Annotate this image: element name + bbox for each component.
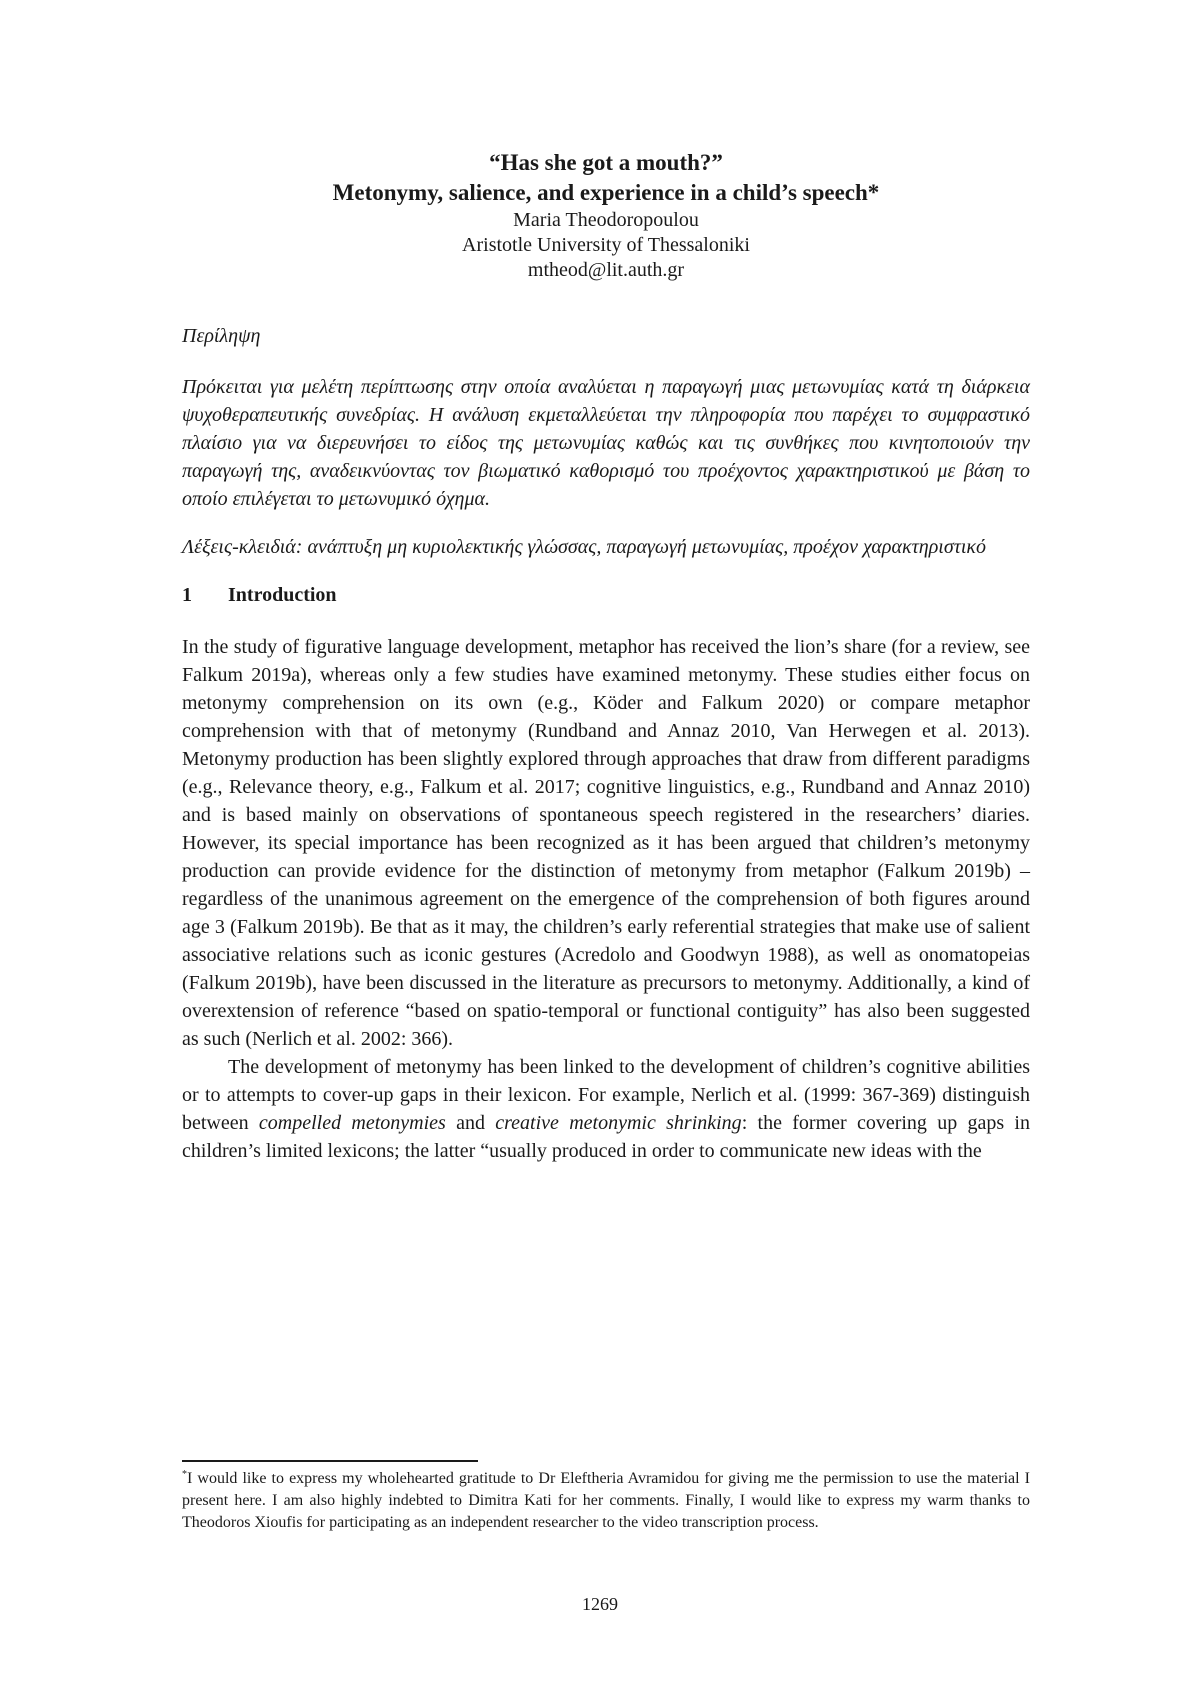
paragraph-2-text-2: and	[445, 1112, 496, 1134]
paragraph-2-text-3: : the former covering up gaps in children’s limited lexicons; the latter “usually produced in order to communicate new ideas with the	[182, 1112, 1030, 1162]
footnote-divider	[182, 1460, 478, 1462]
abstract-body: Πρόκειται για μελέτη περίπτωσης στην οποία αναλύεται η παραγωγή μιας μετωνυμίας κατά τη διάρκεια ψυχοθεραπευτικής συνεδρίας. Η ανάλυση εκμεταλλεύεται την πληροφορία που παρέχει το συμφραστικό πλαίσιο για να διερευνήσει το είδος της μετωνυμίας καθώς και τις συνθήκες που κινητοποιούν την παραγωγή της, αναδεικνύοντας τον βιωματικό καθορισμό του προέχοντος χαρακτηριστικού με βάση το οποίο επιλέγεται το μετωνυμικό όχημα.	[182, 376, 1030, 510]
footnote	[182, 1468, 1030, 1534]
abstract-heading: Περίληψη	[182, 325, 261, 347]
paper-page	[182, 148, 1030, 1165]
footnote-text: I would like to express my wholehearted gratitude to Dr Eleftheria Avramidou for giving me the permission to use the material I present here. I am also highly indebted to Dimitra Kati for her comments. Finally, I would like to express my warm thanks to Theodoros Xioufis for participating as an independent researcher to the video transcription process.	[182, 1470, 1030, 1531]
body-paragraph-2	[182, 1053, 1030, 1165]
author-name: Maria Theodoropoulou	[513, 209, 699, 231]
paper-title-line-2: Metonymy, salience, and experience in a child’s speech*	[332, 180, 880, 205]
title-block	[182, 148, 1030, 283]
paragraph-2-emphasis-1: compelled metonymies	[258, 1112, 446, 1134]
paragraph-2-text-1: The development of metonymy has been linked to the development of children’s cognitive abilities or to attempts to cover-up gaps in their lexicon. For example, Nerlich et al. (1999: 367-369) distinguish between	[182, 1056, 1030, 1134]
author-affiliation: Aristotle University of Thessaloniki	[462, 234, 750, 256]
paragraph-2-emphasis-2: creative metonymic shrinking	[495, 1112, 742, 1134]
body-paragraph-1: In the study of figurative language development, metaphor has received the lion’s share (for a review, see Falkum 2019a), whereas only a few studies have examined metonymy. These studies either focus on metonymy comprehension on its own (e.g., Köder and Falkum 2020) or compare metaphor comprehension with that of metonymy (Rundband and Annaz 2010, Van Herwegen et al. 2013). Metonymy production has been slightly explored through approaches that draw from different paradigms (e.g., Relevance theory, e.g., Falkum et al. 2017; cognitive linguistics, e.g., Rundband and Annaz 2010) and is based mainly on observations of spontaneous speech registered in the researchers’ diaries. However, its special importance has been recognized as it has been argued that children’s metonymy production can provide evidence for the distinction of metonymy from metaphor (Falkum 2019b) – regardless of the unanimous agreement on the emergence of the comprehension of both figures around age 3 (Falkum 2019b). Be that as it may, the children’s early referential strategies that make use of salient associative relations such as iconic gestures (Acredolo and Goodwyn 1988), as well as onomatopeias (Falkum 2019b), have been discussed in the literature as precursors to metonymy. Additionally, a kind of overextension of reference “based on spatio-temporal or functional contiguity” has also been suggested as such (Nerlich et al. 2002: 366).	[182, 636, 1030, 1050]
author-email: mtheod@lit.auth.gr	[527, 259, 685, 281]
abstract-keywords: Λέξεις-κλειδιά: ανάπτυξη μη κυριολεκτικής γλώσσας, παραγωγή μετωνυμίας, προέχον χαρακτηριστικό	[182, 536, 987, 558]
page-number: 1269	[582, 1594, 618, 1614]
section-number: 1	[182, 584, 192, 606]
footnote-marker: *	[182, 1469, 187, 1480]
paper-title-line-1: “Has she got a mouth?”	[489, 150, 723, 175]
section-heading	[182, 581, 1030, 609]
section-title: Introduction	[228, 584, 337, 606]
